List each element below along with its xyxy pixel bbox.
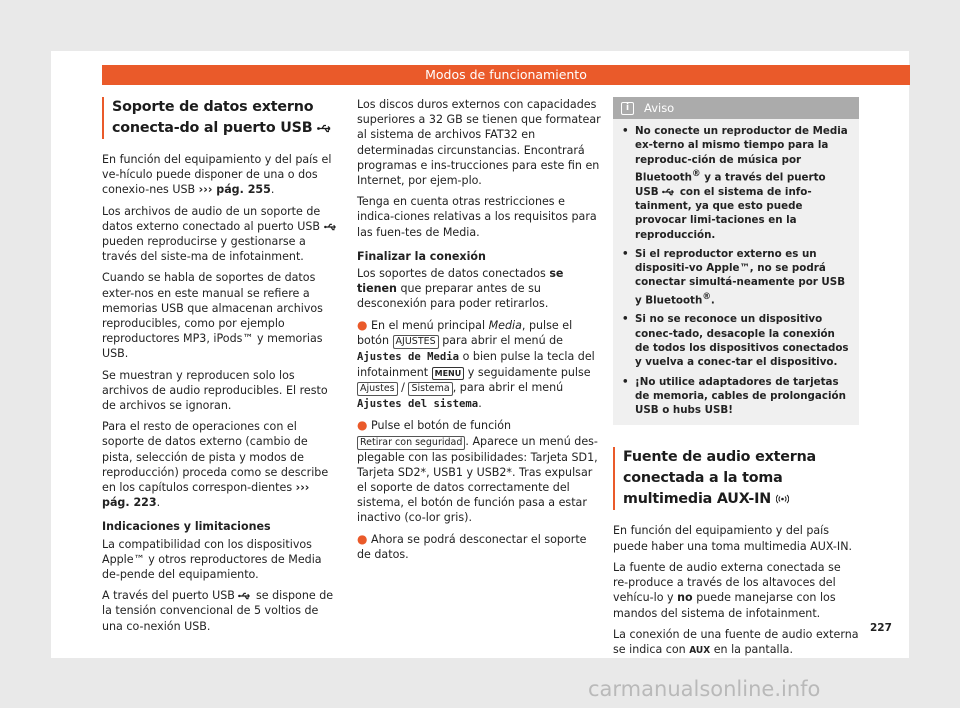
section-title-aux: Fuente de audio externa conectada a la toma multimedia AUX-IN xyxy=(613,447,859,510)
aux-label: AUX xyxy=(689,644,711,656)
subheading: Indicaciones y limitaciones xyxy=(102,520,271,534)
aux-sound-icon xyxy=(776,494,789,504)
subheading: Finalizar la conexión xyxy=(357,249,486,263)
page-reference[interactable]: ››› pág. 255 xyxy=(198,183,271,197)
paragraph: Cuando se habla de soportes de datos exter-nos en este manual se refiere a memorias USB que almacenan archivos reproducibles, como por ejemplo reproductores MP3, iPods™ y memorias USB. xyxy=(102,271,323,361)
paragraph: La conexión de una fuente de audio externa se indica con AUX en la pantalla. xyxy=(613,627,859,656)
bullet-step: ● Pulse el botón de función Retirar con seguridad . Aparece un menú des-plegable con las posibilidades: Tarjeta SD1, Tarjeta SD2*, USB1 y USB2*. Tras expulsar el soporte de datos correctamente del sistema, el botón de función pasa a estar inactivo (co-lor gris). xyxy=(357,418,598,525)
menu-key[interactable]: MENU xyxy=(432,367,465,380)
paragraph: Tenga en cuenta otras restricciones e indica-ciones relativas a los requisitos para las fuen-tes de Media. xyxy=(357,195,597,239)
note-box xyxy=(613,97,859,425)
note-item: • No conecte un reproductor de Media ex-terno al mismo tiempo para la reproduc-ción de música por Bluetooth® y a través del puerto USB con el sistema de info-tainment, ya que esto puede provocar limi-taciones en la reproducción. xyxy=(613,124,859,242)
paragraph: La compatibilidad con los dispositivos Apple™ y otros reproductores de Media de-pende del equipamiento. xyxy=(102,537,322,582)
ajustes-caps-button[interactable]: AJUSTES xyxy=(393,335,439,349)
usb-icon xyxy=(662,188,676,196)
note-header: i Aviso xyxy=(613,97,859,119)
paragraph: En función del equipamiento y del país el ve-hículo puede disponer de una o dos conexio-nes USB ››› pág. 255. xyxy=(102,153,332,197)
paragraph: Los soportes de datos conectados se tienen que preparar antes de su desconexión para poder retirarlos. xyxy=(357,267,564,311)
column-middle xyxy=(357,97,601,568)
paragraph: Para el resto de operaciones con el soporte de datos externo (cambio de pista, selección de pista y modos de reproducción) proceda como se describe en los capítulos correspon-dientes ››› pág. 223. xyxy=(102,420,329,510)
usb-icon xyxy=(324,223,338,231)
section-title-usb: Soporte de datos externo conecta-do al puerto USB xyxy=(102,97,340,139)
info-icon: i xyxy=(621,102,634,115)
bullet-icon: ● xyxy=(357,531,368,546)
chapter-header: Modos de funcionamiento xyxy=(102,65,910,85)
retirar-button[interactable]: Retirar con seguridad xyxy=(357,436,465,450)
note-item: • Si el reproductor externo es un dispositi-vo Apple™, no se podrá conectar simultá-neamente por USB y Bluetooth®. xyxy=(613,247,859,308)
sistema-button[interactable]: Sistema xyxy=(408,382,452,396)
paragraph: Los discos duros externos con capacidades superiores a 32 GB se tienen que formatear al sistema de archivos FAT32 en determinadas circunstancias. Encontrará programas e ins-trucciones para este fin en Internet, por ejem-plo. xyxy=(357,98,601,188)
bullet-icon: ● xyxy=(357,317,368,332)
note-item: • Si no se reconoce un dispositivo conec-tado, desacople la conexión de todos los dispositivos conectados y vuelva a conec-tar el dispositivo. xyxy=(613,312,859,369)
watermark: carmanualsonline.info xyxy=(588,677,821,701)
paragraph: Se muestran y reproducen solo los archivos de audio reproducibles. El resto de archivos se ignoran. xyxy=(102,368,328,413)
paragraph: En función del equipamiento y del país puede haber una toma multimedia AUX-IN. xyxy=(613,524,853,553)
note-item: • ¡No utilice adaptadores de tarjetas de memoria, cables de prolongación USB o hubs USB! xyxy=(613,375,859,418)
page xyxy=(51,51,909,658)
bullet-icon: ● xyxy=(357,418,368,433)
usb-icon xyxy=(317,124,333,133)
bullet-step: ● En el menú principal Media, pulse el botón AJUSTES para abrir el menú de Ajustes de Media o bien pulse la tecla del infotainment MENU y seguidamente pulse Ajustes / Sistema , para abrir el menú Ajustes del sistema. xyxy=(357,317,595,411)
page-number: 227 xyxy=(870,622,892,634)
usb-icon xyxy=(238,592,252,600)
ajustes-button[interactable]: Ajustes xyxy=(357,382,398,396)
column-left xyxy=(102,97,340,640)
paragraph: Los archivos de audio de un soporte de datos externo conectado al puerto USB pueden reproducirse y gestionarse a través del siste-ma de infotainment. xyxy=(102,204,340,265)
page-reference[interactable]: ››› pág. 223 xyxy=(102,481,310,510)
paragraph: La fuente de audio externa conectada se re-produce a través de los altavoces del vehícu-lo y no puede manejarse con los mandos del sistema de infotainment. xyxy=(613,560,841,620)
bullet-step: ● Ahora se podrá desconectar el soporte de datos. xyxy=(357,531,587,561)
column-right xyxy=(613,97,859,664)
paragraph: A través del puerto USB se dispone de la tensión convencional de 5 voltios de una co-nexión USB. xyxy=(102,589,334,633)
